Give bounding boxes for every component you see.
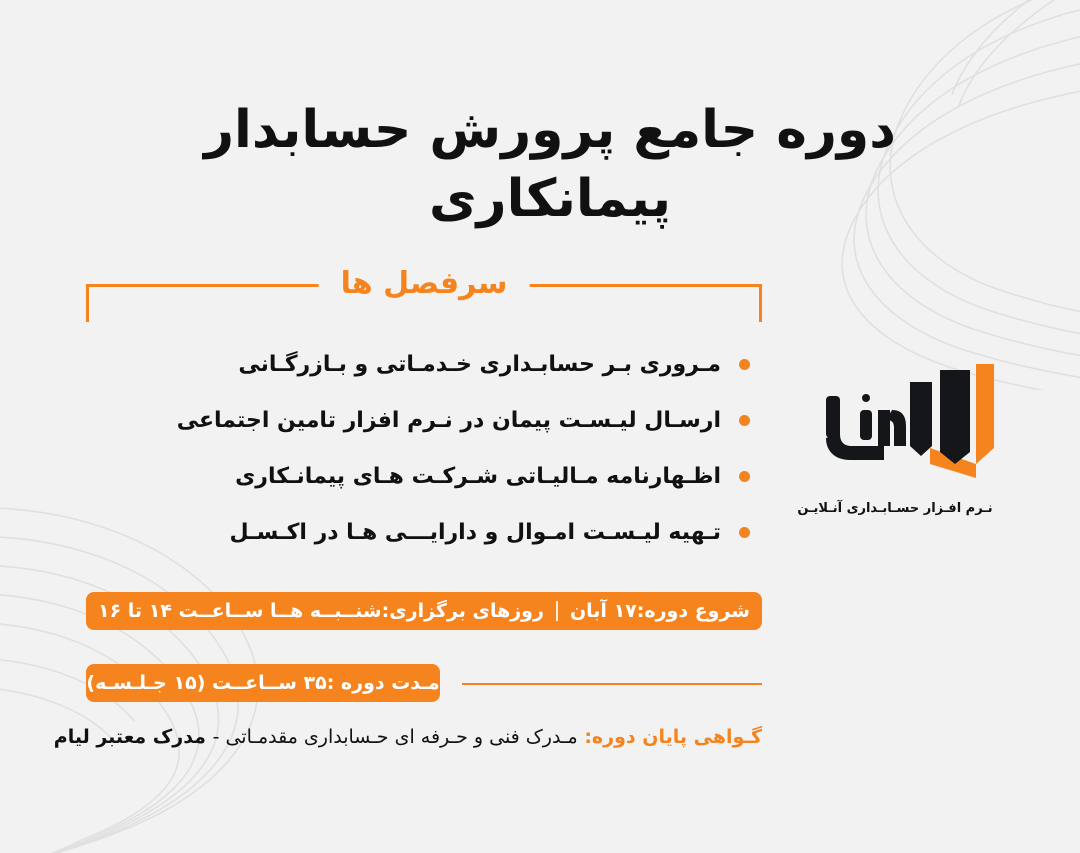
schedule-start-label: شروع دوره: [636,600,750,622]
list-item [90,392,750,448]
badge-separator [556,601,558,621]
schedule-days-value: شنــبــه هــا ســاعــت ۱۴ تا ۱۶ [97,600,382,622]
topic-text: ارسـال لیـسـت پیمان در نـرم افزار تامین اجتماعی [176,407,721,433]
certificate-label: گـواهی پایان دوره: [584,726,762,748]
logo-tagline: نـرم افـزار حسـابـداری آنـلایـن [797,501,993,516]
duration-value: ۳۵ ســاعــت (۱۵ جـلـسـه) [86,672,327,694]
section-heading-label: سرفصل ها [319,262,530,306]
title-line-1: دوره جامع پرورش حسابدار [204,100,896,160]
title-line-2: پیمانکاری [428,168,672,229]
list-item [90,448,750,504]
topic-text: اظـهارنامه مـالیـاتی شـرکـت هـای پیمانـکاری [235,463,721,489]
certificate-body: مـدرک فنی و حـرفه ای حـسابداری مقدمـاتی - [212,726,578,748]
section-heading-group [86,262,762,322]
bullet-dot-icon [739,359,750,370]
topics-list [90,336,750,560]
certificate-strong: مدرک معتبر لیام [53,726,206,748]
schedule-badge [86,592,762,630]
brand-logo [780,352,1010,516]
page-title [80,96,1020,233]
schedule-start-value: ۱۷ آبان [569,600,637,622]
bullet-dot-icon [739,527,750,538]
bullet-dot-icon [739,471,750,482]
list-item [90,336,750,392]
logo-mark-icon [780,352,1010,492]
schedule-days-label: روزهای برگزاری: [381,600,544,622]
topic-text: مـروری بـر حسابـداری خـدمـاتی و بـازرگـانی [238,351,721,377]
duration-label: مـدت دوره : [326,672,440,694]
list-item [90,504,750,560]
duration-badge [86,664,440,702]
duration-rule [462,683,762,685]
topic-text: تـهیه لیـسـت امـوال و دارایـــی هـا در اکـسـل [229,519,721,545]
bullet-dot-icon [739,415,750,426]
certificate-line [53,722,762,752]
